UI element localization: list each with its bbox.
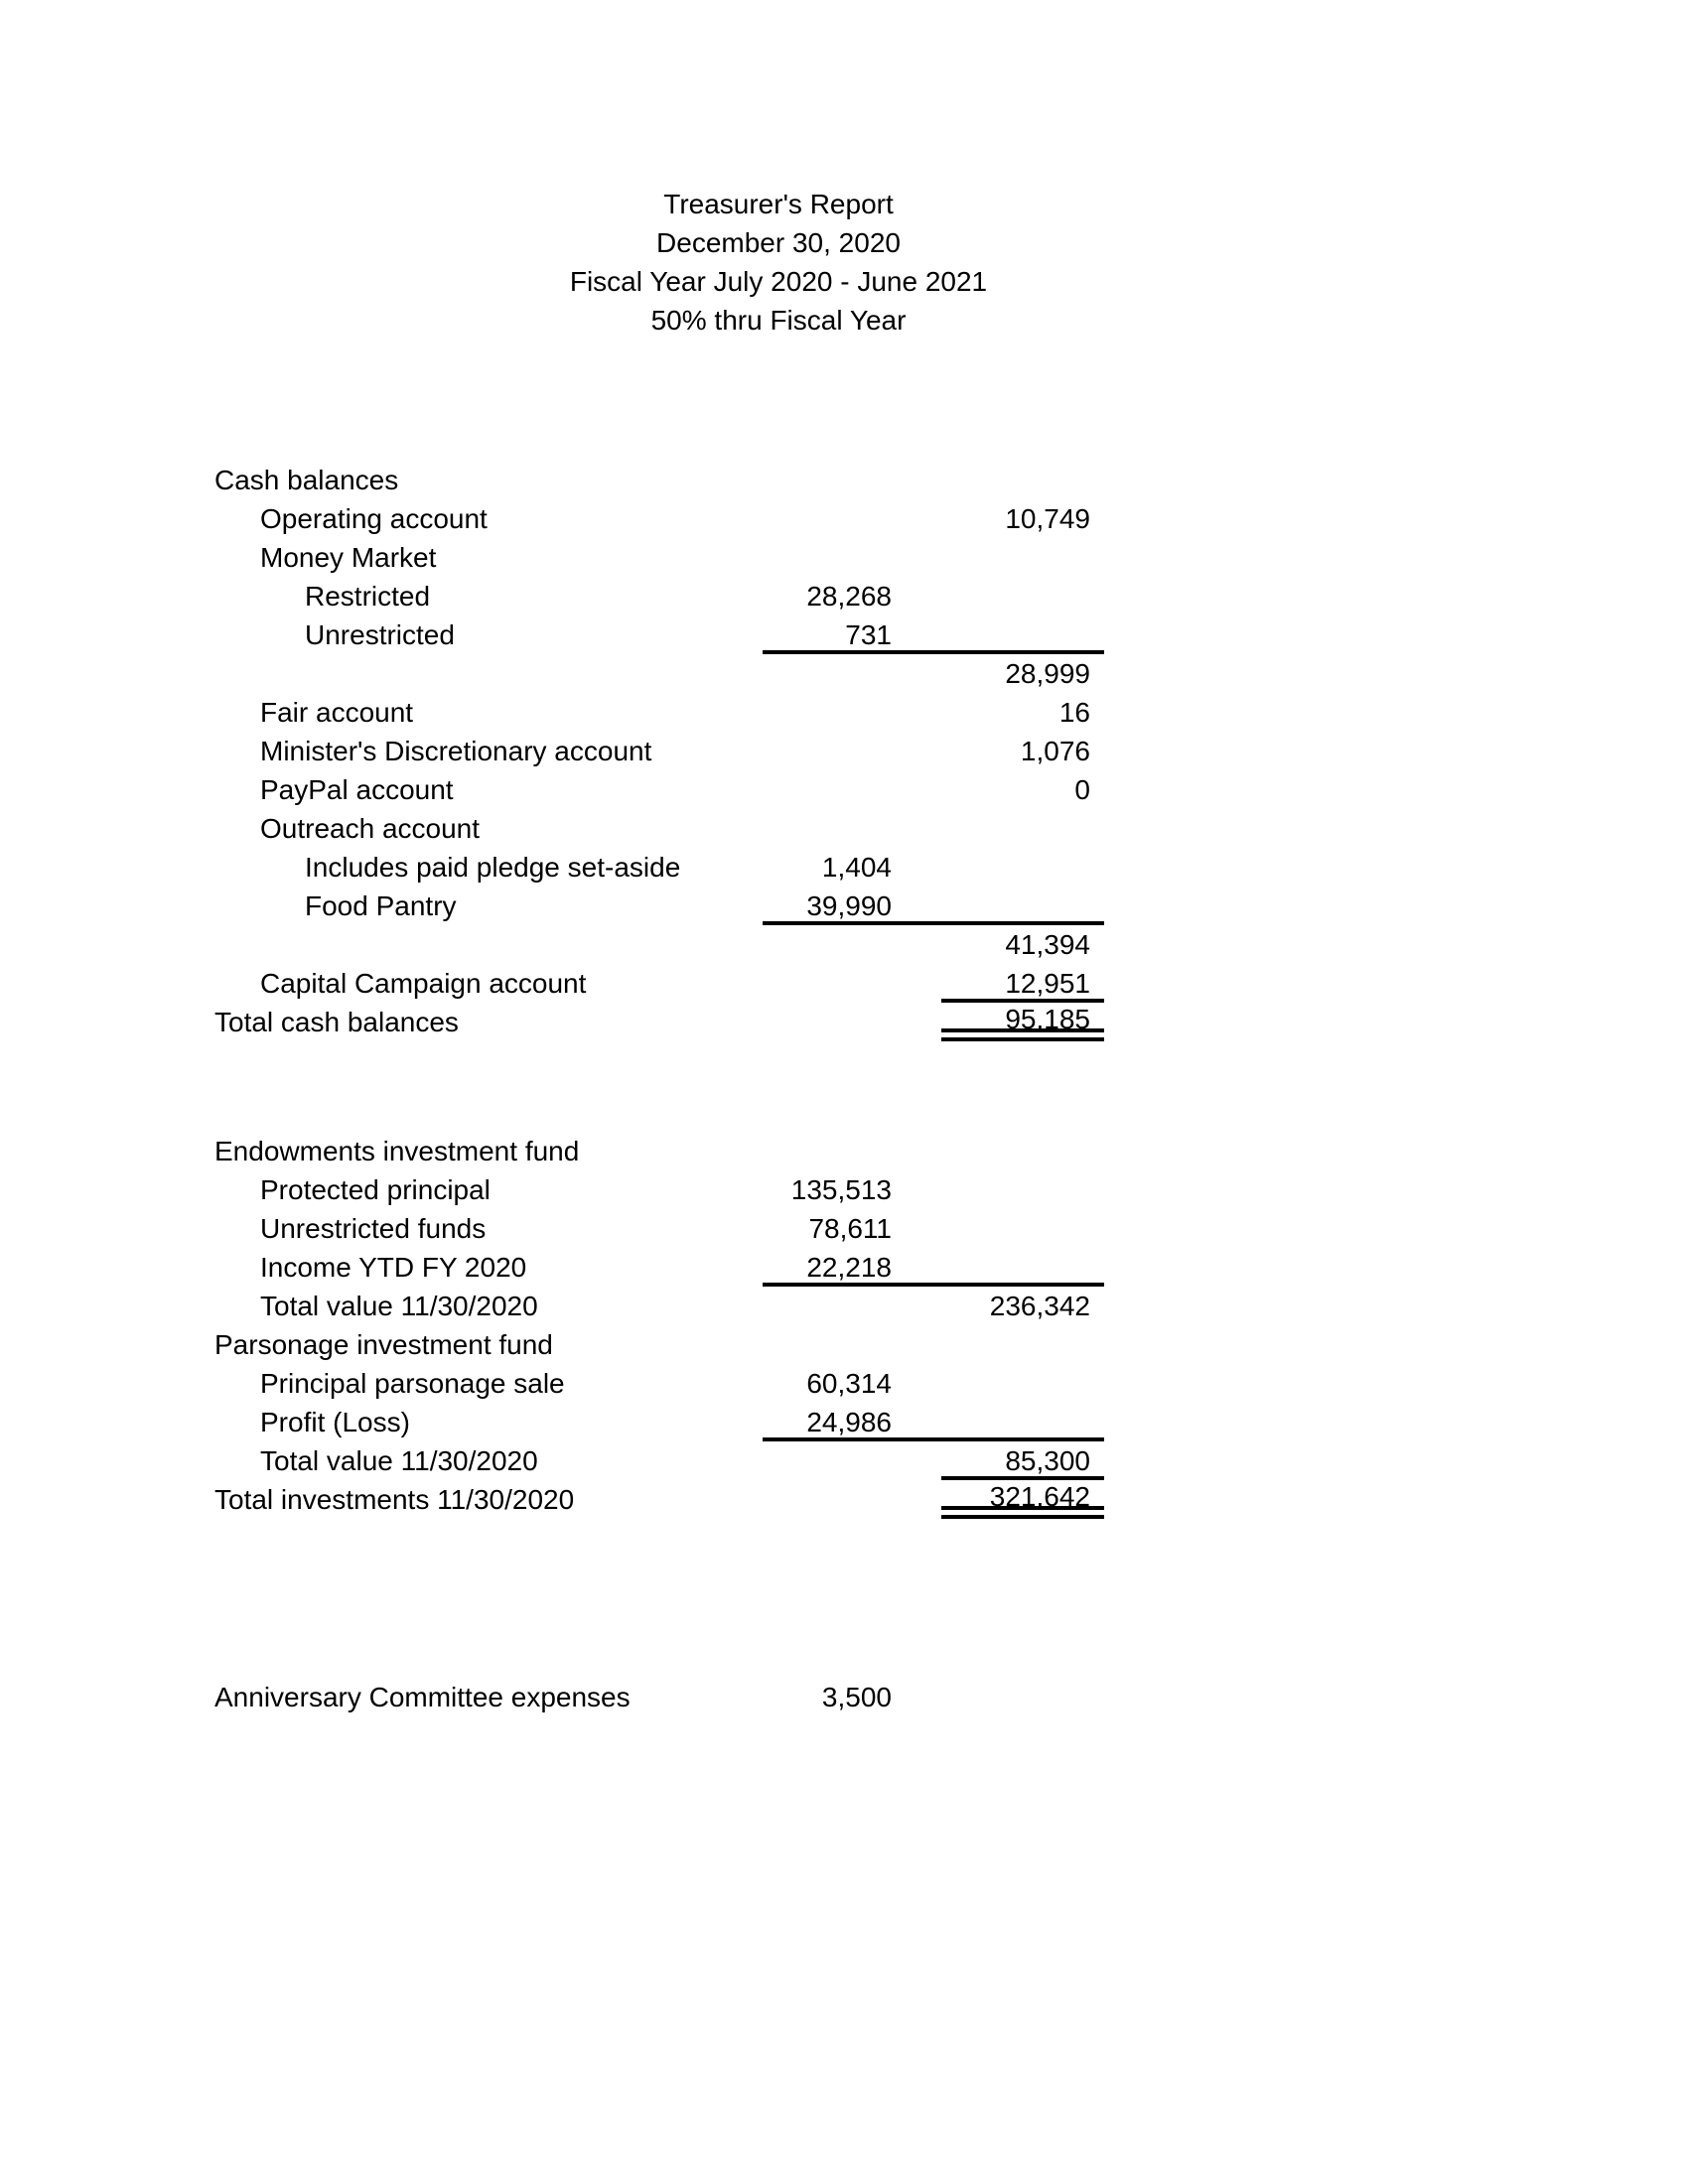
- amount-col2: [941, 1364, 1104, 1403]
- row-label: Anniversary Committee expenses: [214, 1682, 631, 1712]
- amount-col1: 22,218: [806, 1252, 892, 1283]
- report-fiscal-year: Fiscal Year July 2020 - June 2021: [569, 266, 988, 297]
- row-label: PayPal account: [260, 774, 454, 805]
- subtotal-rule: [763, 1403, 1104, 1441]
- amount-col2: [941, 809, 1104, 848]
- amount-col2: 85,300: [941, 1441, 1104, 1480]
- amount-col1: 3,500: [821, 1682, 892, 1712]
- amount-col1: 78,611: [808, 1213, 892, 1244]
- amount-col2: [941, 1132, 1104, 1170]
- report-title-block: [0, 185, 1557, 340]
- amount-col1: 28,268: [806, 581, 892, 612]
- table-row: [0, 654, 1688, 693]
- amount-col2: [941, 887, 1104, 921]
- amount-col2: [941, 577, 1104, 615]
- amount-col1: [763, 461, 941, 499]
- table-row: [0, 770, 1688, 809]
- row-label: Parsonage investment fund: [214, 1329, 553, 1360]
- table-row: [0, 732, 1688, 770]
- amount-col1: 1,404: [821, 852, 892, 883]
- table-row: [0, 1170, 1688, 1209]
- report-fiscal-progress: 50% thru Fiscal Year: [650, 305, 907, 336]
- row-label: Cash balances: [214, 465, 399, 495]
- row-label: Total investments 11/30/2020: [214, 1484, 575, 1515]
- amount-col2: [941, 615, 1104, 650]
- amount-col2: 16: [1058, 697, 1090, 728]
- table-row: [0, 848, 1688, 887]
- row-label: Total cash balances: [214, 1007, 459, 1037]
- row-label: Operating account: [260, 503, 488, 534]
- amount-col1: [763, 654, 941, 693]
- row-label: Total value 11/30/2020: [260, 1445, 538, 1476]
- table-row: [0, 1480, 1688, 1519]
- row-label: Principal parsonage sale: [260, 1368, 565, 1399]
- amount-col1: [763, 1480, 941, 1519]
- row-label: Total value 11/30/2020: [260, 1291, 538, 1321]
- row-label: [0, 925, 763, 964]
- table-row: [0, 925, 1688, 964]
- amount-col2: [941, 1170, 1104, 1209]
- row-label: Unrestricted: [305, 619, 455, 650]
- row-label: Restricted: [305, 581, 431, 612]
- table-row: [0, 461, 1688, 499]
- amount-col1: [763, 1325, 941, 1364]
- amount-col1: 135,513: [790, 1174, 892, 1205]
- amount-col1: 24,986: [806, 1407, 892, 1437]
- amount-col2: [941, 538, 1104, 577]
- table-row: [0, 1248, 1688, 1287]
- amount-col2: 95,185: [941, 1003, 1104, 1041]
- amount-col1: [763, 770, 941, 809]
- row-label: Protected principal: [260, 1174, 491, 1205]
- amount-col1: [763, 693, 941, 732]
- expenses-section: [0, 1678, 1688, 1716]
- amount-col2: [941, 1678, 1104, 1716]
- row-label: Income YTD FY 2020: [260, 1252, 527, 1283]
- amount-col1: 39,990: [806, 890, 892, 921]
- table-row: [0, 693, 1688, 732]
- amount-col1: 60,314: [806, 1368, 892, 1399]
- row-label: [0, 654, 763, 693]
- subtotal-rule: [763, 887, 1104, 925]
- row-label: Capital Campaign account: [260, 968, 587, 999]
- row-label: Profit (Loss): [260, 1407, 410, 1437]
- table-row: [0, 538, 1688, 577]
- table-row: [0, 1403, 1688, 1441]
- amount-col1: [763, 499, 941, 538]
- amount-col1: [763, 809, 941, 848]
- report-title: Treasurer's Report: [663, 189, 894, 219]
- row-label: Money Market: [260, 542, 437, 573]
- amount-col2: [941, 1325, 1104, 1364]
- cash-balances-section: [0, 461, 1688, 1041]
- table-row: [0, 887, 1688, 925]
- row-label: Unrestricted funds: [260, 1213, 487, 1244]
- investments-section: [0, 1132, 1688, 1519]
- table-row: [0, 1287, 1688, 1325]
- amount-col1: [763, 1003, 941, 1041]
- amount-col1: [763, 964, 941, 1003]
- table-row: [0, 1364, 1688, 1403]
- subtotal-rule: [763, 615, 1104, 654]
- amount-col1: 731: [845, 619, 892, 650]
- amount-col2: [941, 1403, 1104, 1437]
- amount-col1: [763, 1441, 941, 1480]
- row-label: Includes paid pledge set-aside: [305, 852, 681, 883]
- amount-col2: 41,394: [1005, 929, 1090, 960]
- amount-col1: [763, 925, 941, 964]
- table-row: [0, 499, 1688, 538]
- row-label: Endowments investment fund: [214, 1136, 580, 1166]
- amount-col2: [941, 1248, 1104, 1283]
- amount-col2: 10,749: [1005, 503, 1090, 534]
- row-label: Minister's Discretionary account: [260, 736, 652, 766]
- amount-col2: [941, 461, 1104, 499]
- table-row: [0, 615, 1688, 654]
- amount-col2: 12,951: [941, 964, 1104, 1003]
- amount-col2: [941, 848, 1104, 887]
- table-row: [0, 1132, 1688, 1170]
- amount-col2: 28,999: [1005, 658, 1090, 689]
- amount-col2: 236,342: [989, 1291, 1090, 1321]
- amount-col2: 321,642: [941, 1480, 1104, 1519]
- report-date: December 30, 2020: [656, 227, 901, 258]
- amount-col2: 1,076: [1020, 736, 1090, 766]
- table-row: [0, 1678, 1688, 1716]
- row-label: Fair account: [260, 697, 414, 728]
- amount-col2: 0: [1074, 774, 1090, 805]
- table-row: [0, 964, 1688, 1003]
- amount-col1: [763, 1287, 941, 1325]
- table-row: [0, 1209, 1688, 1248]
- table-row: [0, 1441, 1688, 1480]
- amount-col1: [763, 538, 941, 577]
- amount-col2: [941, 1209, 1104, 1248]
- row-label: Food Pantry: [305, 890, 457, 921]
- amount-col1: [763, 732, 941, 770]
- row-label: Outreach account: [260, 813, 481, 844]
- amount-col1: [763, 1132, 941, 1170]
- subtotal-rule: [763, 1248, 1104, 1287]
- table-row: [0, 809, 1688, 848]
- table-row: [0, 1003, 1688, 1041]
- table-row: [0, 1325, 1688, 1364]
- table-row: [0, 577, 1688, 615]
